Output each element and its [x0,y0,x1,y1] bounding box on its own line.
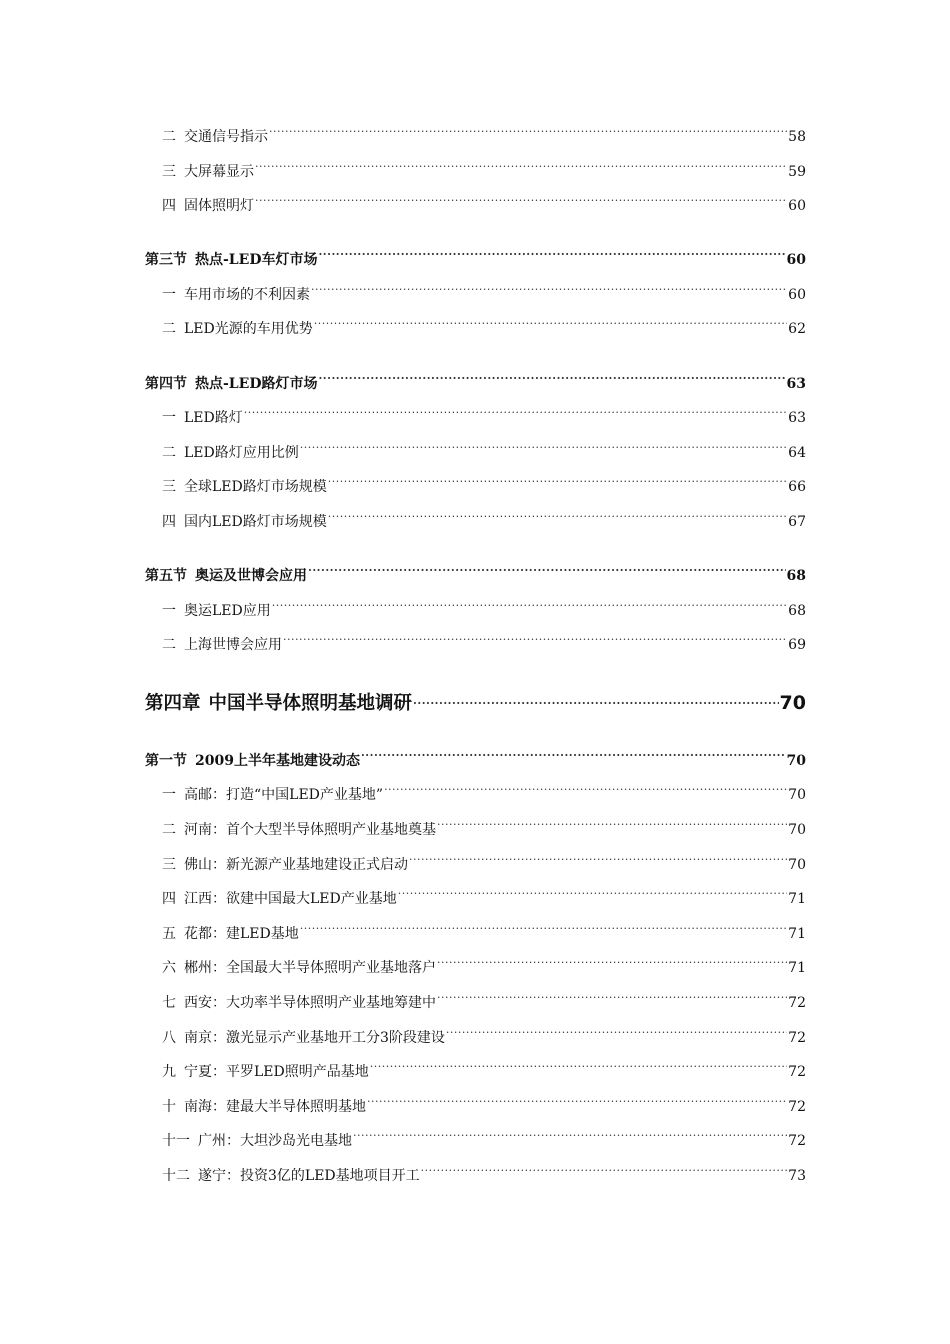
dot-leader [318,374,785,384]
dot-leader [370,1062,787,1072]
toc-entry-page: 58 [788,129,806,145]
toc-entry-title: 大屏幕显示 [184,163,254,180]
dot-leader [367,1097,787,1107]
toc-entry-number: 十一 [162,1133,190,1150]
dot-leader [269,127,787,137]
toc-section-entry[interactable] [145,563,806,598]
toc-entry[interactable] [145,632,806,667]
toc-entry-page: 70 [786,752,806,769]
toc-entry-page: 72 [788,1064,806,1081]
toc-entry[interactable] [145,316,806,351]
toc-entry-number: 十二 [162,1167,190,1184]
toc-entry-number: 一 [162,286,176,303]
toc-entry-number: 一 [162,787,176,804]
dot-leader [384,785,787,795]
dot-leader [283,635,787,645]
toc-entry-page: 64 [788,444,806,461]
toc-entry-title: 南京：激光显示产业基地开工分3阶段建设 [184,1029,445,1046]
toc-entry-page: 71 [788,891,806,908]
dot-leader [437,820,787,830]
toc-entry-number: 八 [162,1029,176,1046]
dot-leader [311,285,787,295]
toc-entry-title: 全球LED路灯市场规模 [184,479,327,496]
dot-leader [361,751,786,761]
toc-entry-number: 五 [162,925,176,942]
toc-entry[interactable] [145,159,806,194]
dot-leader [353,1131,787,1141]
dot-leader [272,601,787,611]
toc-entry-title: 佛山：新光源产业基地建设正式启动 [184,856,408,873]
toc-entry-title: 高邮：打造“中国LED产业基地” [184,787,384,804]
toc-entry-page: 69 [788,637,806,654]
toc-entry-page: 59 [788,163,806,180]
toc-entry-number: 三 [162,479,176,496]
toc-entry-page: 71 [788,960,806,977]
dot-leader [398,889,787,899]
toc-entry-title: 江西：欲建中国最大LED产业基地 [184,891,397,908]
toc-entry-page: 73 [788,1167,806,1184]
toc-entry-page: 72 [788,1098,806,1115]
dot-leader [446,1028,787,1038]
toc-section-entry[interactable] [145,247,806,282]
toc-entry-title: 中国半导体照明基地调研 [208,693,413,715]
toc-entry-number: 二 [162,444,176,461]
toc-entry-number: 二 [162,822,176,838]
dot-leader [300,924,787,934]
toc-entry[interactable] [145,955,806,990]
toc-entry-number: 二 [162,321,176,338]
toc-entry-title: 国内LED路灯市场规模 [184,513,327,530]
toc-entry[interactable] [145,817,806,852]
toc-entry[interactable] [145,440,806,475]
toc-chapter-entry[interactable] [145,686,806,728]
toc-entry[interactable] [145,1094,806,1129]
toc-entry-number: 第四章 [145,693,201,715]
toc-entry[interactable] [145,282,806,317]
toc-entry[interactable] [145,921,806,956]
toc-entry-number: 四 [162,891,176,908]
toc-entry-page: 72 [788,994,806,1011]
toc-entry[interactable] [145,1128,806,1163]
toc-entry-page: 68 [788,602,806,619]
dot-leader [409,855,787,865]
toc-entry-page: 70 [788,856,806,873]
toc-entry-number: 三 [162,856,176,873]
toc-entry-title: 西安：大功率半导体照明产业基地筹建中 [184,994,436,1011]
toc-entry-page: 72 [788,1133,806,1150]
dot-leader [255,196,787,206]
toc-entry-title: LED光源的车用优势 [184,321,313,338]
toc-entry-number: 第一节 [145,752,187,769]
toc-entry[interactable] [145,474,806,509]
toc-entry-title: 南海：建最大半导体照明基地 [184,1098,366,1115]
toc-entry-title: 2009上半年基地建设动态 [195,752,360,769]
toc-entry-page: 67 [788,513,806,530]
dot-leader [421,1166,788,1176]
dot-leader [437,993,787,1003]
toc-entry-page: 70 [788,822,806,838]
toc-entry-page: 60 [786,252,806,269]
toc-entry-page: 71 [788,925,806,942]
toc-entry[interactable] [145,193,806,228]
toc-entry-title: 交通信号指示 [184,129,268,145]
table-of-contents [145,124,806,1198]
toc-entry-number: 二 [162,637,176,654]
toc-entry-number: 第四节 [145,375,187,392]
toc-entry-page: 60 [788,286,806,303]
toc-entry-title: 热点-LED车灯市场 [195,252,318,269]
toc-entry-page: 70 [779,692,806,715]
toc-entry-page: 62 [788,321,806,338]
toc-entry[interactable] [145,598,806,633]
dot-leader [328,512,787,522]
dot-leader [318,250,785,260]
toc-entry[interactable] [145,509,806,544]
toc-entry-title: 广州：大坦沙岛光电基地 [198,1133,352,1150]
toc-entry-page: 72 [788,1029,806,1046]
toc-entry[interactable] [145,886,806,921]
toc-entry-title: 花都：建LED基地 [184,925,299,942]
toc-entry[interactable] [145,405,806,440]
toc-entry-title: LED路灯 [184,410,243,427]
toc-entry-number: 二 [162,129,176,145]
toc-entry-number: 一 [162,602,176,619]
toc-entry-number: 第三节 [145,252,187,269]
toc-entry-page: 66 [788,479,806,496]
dot-leader [437,958,787,968]
toc-entry[interactable] [145,1025,806,1060]
toc-entry-title: 奥运及世博会应用 [195,568,307,585]
dot-leader [255,162,787,172]
toc-entry-title: 郴州：全国最大半导体照明产业基地落户 [184,960,436,977]
toc-entry-number: 一 [162,410,176,427]
toc-entry-number: 七 [162,994,176,1011]
toc-entry-page: 70 [788,787,806,804]
dot-leader [244,408,787,418]
toc-entry[interactable] [145,124,806,159]
toc-entry-number: 四 [162,513,176,530]
toc-entry-page: 63 [788,410,806,427]
toc-entry-number: 九 [162,1064,176,1081]
toc-entry-number: 六 [162,960,176,977]
toc-entry[interactable] [145,782,806,817]
toc-entry-number: 三 [162,163,176,180]
toc-entry[interactable] [145,852,806,887]
toc-entry-number: 第五节 [145,568,187,585]
dot-leader [308,566,786,576]
toc-entry[interactable] [145,1163,806,1198]
toc-entry-number: 四 [162,198,176,215]
toc-entry-title: LED路灯应用比例 [184,444,299,461]
toc-entry-title: 上海世博会应用 [184,637,282,654]
toc-entry-title: 车用市场的不利因素 [184,286,310,303]
toc-entry-title: 河南：首个大型半导体照明产业基地奠基 [184,822,436,838]
toc-entry-page: 63 [786,375,806,392]
toc-entry[interactable] [145,990,806,1025]
dot-leader [413,695,779,705]
dot-leader [314,319,787,329]
toc-entry-title: 固体照明灯 [184,198,254,215]
toc-entry-title: 热点-LED路灯市场 [195,375,318,392]
dot-leader [300,443,787,453]
toc-entry[interactable] [145,1059,806,1094]
toc-entry-title: 遂宁：投资3亿的LED基地项目开工 [198,1167,420,1184]
toc-entry-page: 60 [788,198,806,215]
toc-entry-page: 68 [786,568,806,585]
toc-entry-title: 宁夏：平罗LED照明产品基地 [184,1064,369,1081]
toc-entry-number: 十 [162,1098,176,1115]
dot-leader [328,477,787,487]
toc-section-entry[interactable] [145,748,806,783]
toc-section-entry[interactable] [145,371,806,406]
toc-entry-title: 奥运LED应用 [184,602,271,619]
